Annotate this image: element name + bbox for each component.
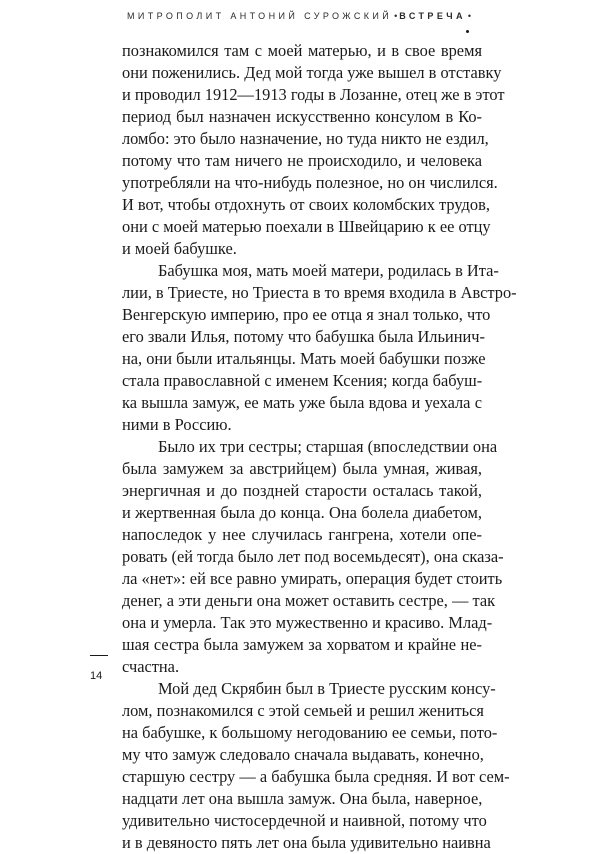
text-line: денег, а эти деньги она может оставить сестре, — так [122,591,496,610]
text-line: Венгерскую империю, про ее отца я знал только, что [122,305,491,324]
text-line: ла «нет»: ей все равно умирать, операция будет стоить [122,569,503,588]
text-line: и проводил 1912—1913 годы в Лозанне, отец же в этот [122,85,505,104]
text-line: удивительно чистосердечной и наивной, потому что [122,811,487,830]
text-line: потому что там ничего не происходило, и человека [122,151,482,170]
text-line: и жертвенная была до конца. Она болела диабетом, [122,503,482,522]
text-line: Бабушка моя, мать моей матери, родилась в Ита- [158,261,499,280]
page-number: 14 [90,670,103,682]
text-line: И вот, чтобы отдохнуть от своих коломбских трудов, [122,195,490,214]
text-line: лом, познакомился с этой семьей и решил жениться [122,701,484,720]
text-line: лии, в Триесте, но Триеста в то время входила в Австро- [122,283,517,302]
text-line: энергичная и до поздней старости осталась такой, [122,481,482,500]
text-line: напоследок у нее случилась гангрена, хотели опе- [122,525,482,544]
text-line: надцати лет она вышла замуж. Она была, наверное, [122,789,483,808]
text-line: на, они были итальянцы. Мать моей бабушки позже [122,349,486,368]
stray-ink-dot [466,30,469,33]
text-line: ровать (ей тогда было лет под восемьдесят), она сказа- [122,547,504,566]
page-number-rule [90,655,108,656]
text-line: была замужем за австрийцем) была умная, живая, [122,459,482,478]
running-head-separator-end: • [467,11,472,21]
text-line: Мой дед Скрябин был в Триесте русским консу- [158,679,496,698]
text-line: му что замуж следовало сначала выдавать, конечно, [122,745,484,764]
text-line: ка вышла замуж, ее мать уже была вдова и уехала с [122,393,482,412]
text-line: старшую сестру — а бабушка была средняя. И вот сем- [122,767,510,786]
text-line: стала православной с именем Ксения; когда бабуш- [122,371,483,390]
text-line: шая сестра была замужем за хорватом и крайне не- [122,635,482,654]
text-line: ними в Россию. [122,415,232,434]
text-line: период был назначен искусственно консулом в Ко- [122,107,482,126]
text-line: и в девяносто пять лет она была удивительно наивна [122,833,491,852]
text-line: его звали Илья, потому что бабушка была Ильинич- [122,327,485,346]
text-line: на бабушке, к большому негодованию ее семьи, пото- [122,723,498,742]
running-head-separator: • [394,11,398,21]
running-head-author: МИТРОПОЛИТ АНТОНИЙ СУРОЖСКИЙ [126,11,393,21]
running-head-book-title: ВСТРЕЧА [399,11,466,21]
text-line: употребляли на что-нибудь полезное, но он числился. [122,173,498,192]
running-head [0,11,600,21]
text-line: ломбо: это было назначение, но туда никто не ездил, [122,129,489,148]
text-line: Было их три сестры; старшая (впоследствии она [158,437,498,456]
text-line: она и умерла. Так это мужественно и красиво. Млад- [122,613,493,632]
body-text [122,40,517,854]
text-line: они поженились. Дед мой тогда уже вышел в отставку [122,63,502,82]
text-line: счастна. [122,657,180,676]
text-line: они с моей матерью поехали в Швейцарию к ее отцу [122,217,491,236]
text-line: и моей бабушке. [122,239,237,258]
text-line: познакомился там с моей матерью, и в свое время [122,41,482,60]
